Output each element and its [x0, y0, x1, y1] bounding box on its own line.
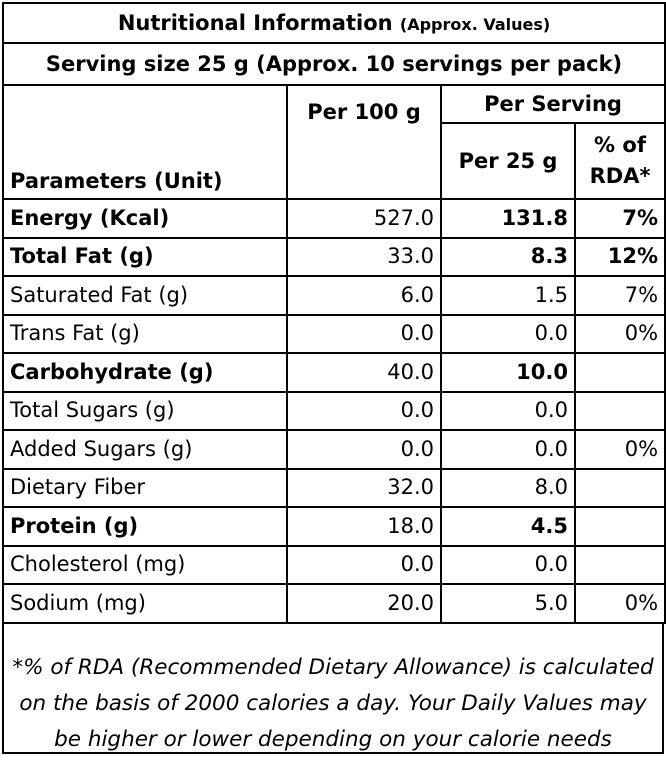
row-per25: 0.0 — [441, 315, 575, 354]
table-row-carbohydrate — [3, 353, 665, 392]
footnote — [2, 624, 664, 754]
serving-row — [3, 43, 665, 85]
row-per100: 40.0 — [287, 353, 441, 392]
nutrition-label — [2, 2, 664, 760]
row-per100: 32.0 — [287, 469, 441, 508]
row-rda — [575, 546, 665, 585]
header-rda — [575, 123, 665, 199]
row-label: Total Sugars (g) — [3, 392, 287, 431]
row-per25: 10.0 — [441, 353, 575, 392]
row-per25: 1.5 — [441, 276, 575, 315]
row-per25: 0.0 — [441, 430, 575, 469]
row-rda: 0% — [575, 430, 665, 469]
row-per100: 0.0 — [287, 315, 441, 354]
row-rda — [575, 353, 665, 392]
row-per100: 0.0 — [287, 430, 441, 469]
row-per100: 0.0 — [287, 392, 441, 431]
row-per100: 0.0 — [287, 546, 441, 585]
header-per-serving: Per Serving — [441, 85, 665, 123]
table-row-saturated-fat — [3, 276, 665, 315]
header-rda-line1: % of — [594, 132, 646, 157]
header-row-1 — [3, 85, 665, 123]
row-label: Cholesterol (mg) — [3, 546, 287, 585]
row-per100: 20.0 — [287, 584, 441, 623]
header-parameters: Parameters (Unit) — [3, 85, 287, 199]
nutrition-table — [2, 2, 666, 624]
table-row-sodium — [3, 584, 665, 623]
row-rda: 7% — [575, 199, 665, 238]
row-per100: 18.0 — [287, 507, 441, 546]
row-rda — [575, 469, 665, 508]
row-per100: 527.0 — [287, 199, 441, 238]
table-title — [3, 3, 665, 43]
row-per25: 0.0 — [441, 392, 575, 431]
row-label: Saturated Fat (g) — [3, 276, 287, 315]
row-rda — [575, 392, 665, 431]
row-rda: 0% — [575, 584, 665, 623]
table-row-total-sugars — [3, 392, 665, 431]
row-per25: 0.0 — [441, 546, 575, 585]
footnote-line-2: on the basis of 2000 calories a day. Your Daily Values may — [19, 690, 647, 716]
row-label: Total Fat (g) — [3, 238, 287, 277]
title-note: (Approx. Values) — [399, 14, 551, 34]
table-row-cholesterol — [3, 546, 665, 585]
row-per25: 8.3 — [441, 238, 575, 277]
row-label: Energy (Kcal) — [3, 199, 287, 238]
row-per25: 131.8 — [441, 199, 575, 238]
row-per100: 6.0 — [287, 276, 441, 315]
row-per100: 33.0 — [287, 238, 441, 277]
row-label: Trans Fat (g) — [3, 315, 287, 354]
title-row — [3, 3, 665, 43]
table-row-added-sugars — [3, 430, 665, 469]
row-per25: 5.0 — [441, 584, 575, 623]
table-row-total-fat — [3, 238, 665, 277]
row-rda — [575, 507, 665, 546]
table-row-trans-fat — [3, 315, 665, 354]
header-rda-line2: RDA* — [589, 164, 651, 188]
serving-size: Serving size 25 g (Approx. 10 servings per pack) — [3, 43, 665, 85]
table-row-protein — [3, 507, 665, 546]
footnote-line-1: *% of RDA (Recommended Dietary Allowance) is calculated — [12, 654, 654, 680]
table-row-dietary-fiber — [3, 469, 665, 508]
row-per25: 4.5 — [441, 507, 575, 546]
header-per-100g: Per 100 g — [287, 85, 441, 199]
row-rda: 12% — [575, 238, 665, 277]
title-text: Nutritional Information — [117, 10, 393, 35]
row-label: Added Sugars (g) — [3, 430, 287, 469]
row-label: Protein (g) — [3, 507, 287, 546]
row-label: Dietary Fiber — [3, 469, 287, 508]
footnote-line-3: be higher or lower depending on your calorie needs — [54, 726, 612, 752]
row-label: Carbohydrate (g) — [3, 353, 287, 392]
row-label: Sodium (mg) — [3, 584, 287, 623]
row-rda: 0% — [575, 315, 665, 354]
header-per-25g: Per 25 g — [441, 123, 575, 199]
table-row-energy — [3, 199, 665, 238]
row-per25: 8.0 — [441, 469, 575, 508]
row-rda: 7% — [575, 276, 665, 315]
